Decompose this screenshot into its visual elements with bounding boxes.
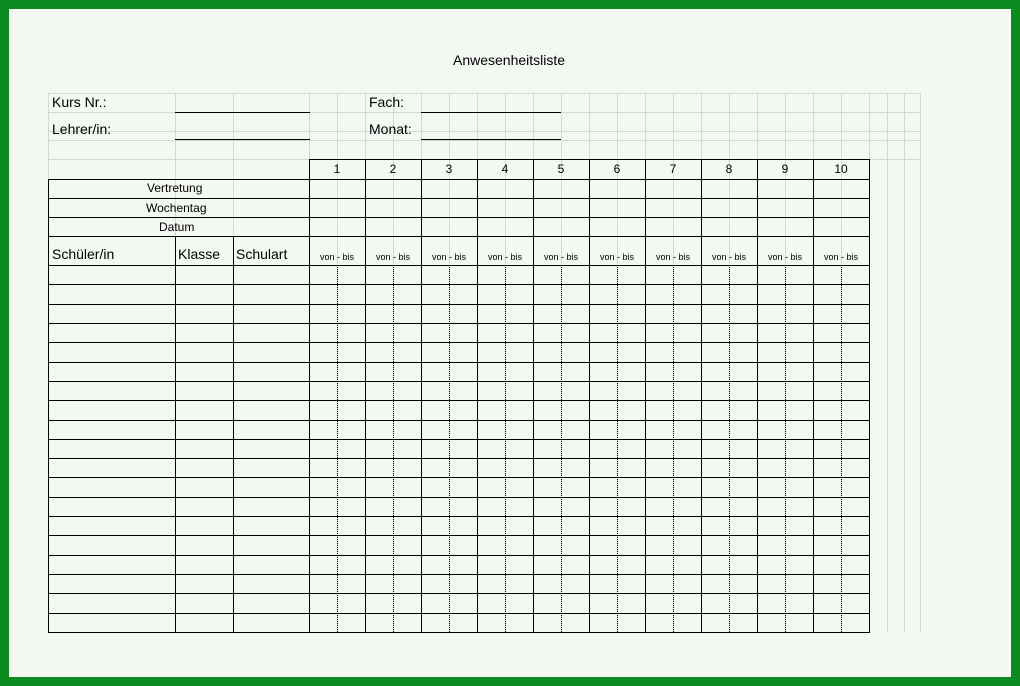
von-bis-divider bbox=[505, 265, 506, 632]
lehrer-label: Lehrer/in: bbox=[52, 121, 112, 137]
von-bis-label: von - bis bbox=[823, 252, 858, 262]
day-number: 1 bbox=[333, 162, 341, 176]
wochentag-label: Wochentag bbox=[146, 201, 207, 215]
klasse-schulart-divider bbox=[233, 236, 234, 633]
table-row bbox=[48, 439, 869, 440]
von-bis-divider bbox=[449, 265, 450, 632]
day-column-divider bbox=[421, 159, 422, 633]
table-row bbox=[48, 497, 869, 498]
day-column-divider bbox=[477, 159, 478, 633]
schulart-header: Schulart bbox=[236, 246, 288, 262]
table-row bbox=[48, 458, 869, 459]
day-number: 4 bbox=[501, 162, 509, 176]
grid-line bbox=[48, 140, 920, 141]
von-bis-label: von - bis bbox=[711, 252, 746, 262]
von-bis-label: von - bis bbox=[599, 252, 634, 262]
von-bis-divider bbox=[729, 265, 730, 632]
grid-line bbox=[920, 93, 921, 632]
table-row bbox=[48, 555, 869, 556]
table-row-border bbox=[48, 236, 869, 237]
day-number: 5 bbox=[557, 162, 565, 176]
day-column-divider bbox=[533, 159, 534, 633]
von-bis-divider bbox=[841, 265, 842, 632]
von-bis-label: von - bis bbox=[767, 252, 802, 262]
schueler-header: Schüler/in bbox=[52, 246, 115, 262]
table-row bbox=[48, 593, 869, 594]
von-bis-divider bbox=[617, 265, 618, 632]
table-row bbox=[48, 516, 869, 517]
schueler-klasse-divider bbox=[175, 236, 176, 633]
von-bis-label: von - bis bbox=[543, 252, 578, 262]
table-row bbox=[48, 477, 869, 478]
grid-line bbox=[48, 131, 920, 132]
table-row bbox=[48, 632, 869, 633]
klasse-header: Klasse bbox=[178, 246, 221, 262]
day-column-divider bbox=[645, 159, 646, 633]
table-row-border bbox=[48, 198, 869, 199]
table-row bbox=[48, 574, 869, 575]
table-row-border bbox=[48, 217, 869, 218]
kurs-field[interactable] bbox=[175, 112, 310, 113]
von-bis-divider bbox=[393, 265, 394, 632]
day-number: 9 bbox=[781, 162, 789, 176]
day-column-divider bbox=[757, 159, 758, 633]
kurs-label: Kurs Nr.: bbox=[52, 94, 107, 110]
table-row bbox=[48, 613, 869, 614]
von-bis-divider bbox=[673, 265, 674, 632]
von-bis-label: von - bis bbox=[375, 252, 410, 262]
table-row bbox=[48, 362, 869, 363]
monat-field[interactable] bbox=[421, 139, 561, 140]
fach-field[interactable] bbox=[421, 112, 561, 113]
day-column-divider bbox=[589, 159, 590, 633]
von-bis-label: von - bis bbox=[319, 252, 354, 262]
grid-line bbox=[904, 93, 905, 632]
von-bis-label: von - bis bbox=[431, 252, 466, 262]
table-row bbox=[48, 535, 869, 536]
table-left-border bbox=[48, 179, 49, 633]
von-bis-divider bbox=[337, 265, 338, 632]
table-row bbox=[48, 381, 869, 382]
day-number: 8 bbox=[725, 162, 733, 176]
table-row-border bbox=[48, 265, 869, 266]
day-column-divider bbox=[813, 159, 814, 633]
von-bis-divider bbox=[785, 265, 786, 632]
table-row bbox=[48, 342, 869, 343]
day-column-divider bbox=[869, 159, 870, 633]
von-bis-label: von - bis bbox=[655, 252, 690, 262]
page-frame bbox=[9, 9, 1011, 677]
table-row bbox=[48, 420, 869, 421]
day-number: 10 bbox=[834, 162, 848, 176]
day-column-divider bbox=[365, 159, 366, 633]
lehrer-field[interactable] bbox=[175, 139, 310, 140]
vertretung-label: Vertretung bbox=[147, 181, 203, 195]
page-title: Anwesenheitsliste bbox=[453, 52, 566, 68]
grid-line bbox=[887, 93, 888, 632]
von-bis-label: von - bis bbox=[487, 252, 522, 262]
table-row-border bbox=[48, 179, 869, 180]
day-column-divider bbox=[701, 159, 702, 633]
day-column-divider bbox=[309, 159, 310, 633]
von-bis-divider bbox=[561, 265, 562, 632]
grid-line bbox=[48, 93, 920, 94]
fach-label: Fach: bbox=[369, 94, 405, 110]
table-row bbox=[48, 284, 869, 285]
day-number: 2 bbox=[389, 162, 397, 176]
datum-label: Datum bbox=[159, 220, 195, 234]
table-row bbox=[48, 323, 869, 324]
table-row bbox=[48, 304, 869, 305]
day-number: 6 bbox=[613, 162, 621, 176]
day-number: 7 bbox=[669, 162, 677, 176]
monat-label: Monat: bbox=[369, 121, 412, 137]
table-row bbox=[48, 400, 869, 401]
day-number: 3 bbox=[445, 162, 453, 176]
